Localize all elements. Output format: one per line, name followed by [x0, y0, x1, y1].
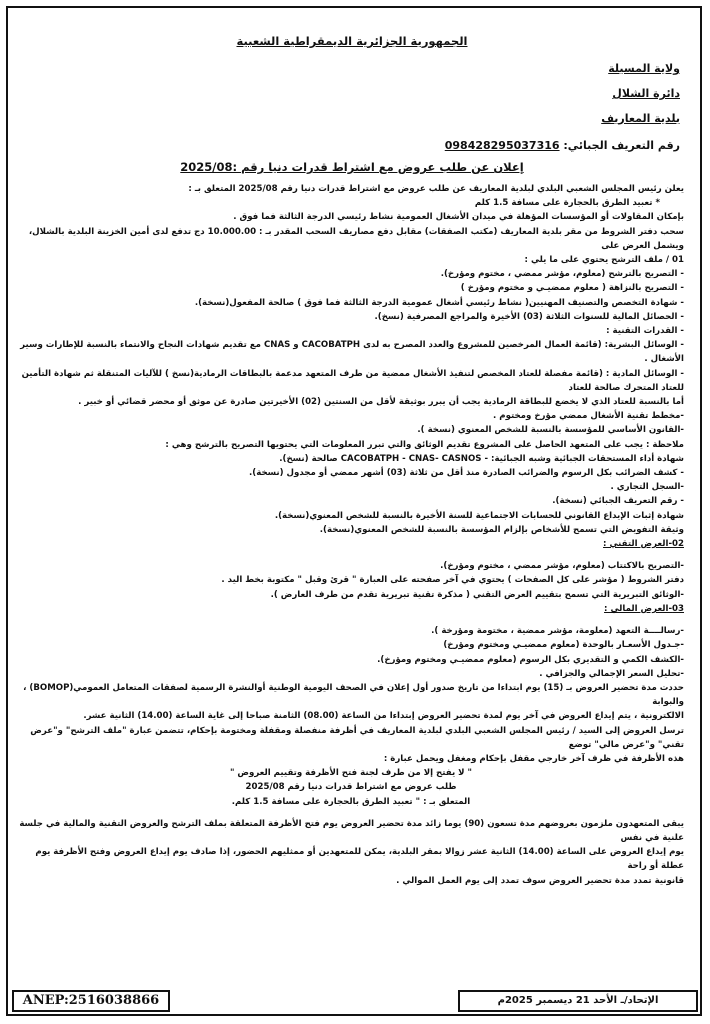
- anep-reference: ANEP:2516038866: [12, 990, 170, 1012]
- closing-line: ترسل العروض إلى السيد / رئيس المجلس الشعبي البلدي لبلدية المعاريف في أظرفة منفصلة ومقفلة ومختومة بإحكام، تتضمن عبارة "ملف الترشح" و"عرض تقني" و"عرض مالي" توضع: [30, 725, 684, 750]
- list-item: -التصريح بالاكتتاب (معلوم، مؤشر ممضي ، مختوم ومؤرخ).: [440, 561, 684, 572]
- wilaya-label: ولاية المسيلة: [608, 62, 680, 75]
- announcement-body: [14, 182, 690, 888]
- closing-line: الالكترونية ، يتم إيداع العروض في آخر يوم لمدة تحضير العروض إبتداءا من الساعة (08.00) الثامنة صباحا إلى غاية الساعة (14.00) الثانية عشر.: [83, 711, 684, 722]
- technical-offer-heading: 02-العرض التقني :: [603, 539, 684, 550]
- list-item: - رقم التعريف الجبائي (نسخة).: [552, 496, 684, 507]
- list-item: -مخطط تقنية الأشغال ممضي مؤرخ ومختوم .: [493, 411, 684, 422]
- list-item: دفتر الشروط ( مؤشر على كل الصفحات ) يحتوي في آخر صفحته على العبارة " قرئ وقبل " مكتوبة بخط اليد .: [221, 575, 684, 586]
- intro-line: سحب دفتر الشروط من مقر بلدية المعاريف (مكتب الصفقات) مقابل دفع مصاريف السحب المقدر بـ : 10.000.00 دج تدفع لدى أمين الخزينة البلدية بالشلال، ويشمل العرض على: [28, 226, 684, 251]
- list-item: ملاحظة : يجب على المتعهد الحاصل على المشروع تقديم الوثائق والتي تبرر المعلومات التي يحتويها التصريح بالترشح وهي :: [165, 439, 684, 450]
- financial-offer-heading: 03-العرض المالي :: [604, 603, 684, 614]
- intro-line: بإمكان المقاولات أو المؤسسات المؤهلة في ميدان الأشغال العمومية نشاط رئيسي الدرجة الثالثة فما فوق .: [233, 212, 684, 223]
- list-item: -الكشف الكمي و التقديري بكل الرسوم (معلوم ممضيـي ومختوم ومؤرخ).: [377, 654, 684, 665]
- list-item: - القدرات التقنية :: [606, 326, 684, 337]
- intro-line: 01 / ملف الترشح يحتوي على ما يلي :: [524, 255, 684, 266]
- list-item: - الوسائل المادية : (قائمة مفصلة للعتاد المخصص لتنفيذ الأشغال ممضية من طرف المتعهد مدعمة بالبطاقات الرمادية(نسخ ) للآليات المتنقلة ثم شهادة التأمين للعتاد المتحرك صالحة للعتاد: [21, 368, 684, 393]
- list-item: - كشف الضرائب بكل الرسوم والضرائب الصادرة منذ أقل من ثلاثة (03) أشهر ممضي أو مجدول (نسخة).: [249, 468, 684, 479]
- envelope-line: المتعلق بـ : " تعبيد الطرق بالحجارة على مسافة 1.5 كلم.: [231, 796, 471, 807]
- tax-id-label: رقم التعريف الجبائي:: [563, 139, 680, 152]
- announcement-title: إعلان عن طلب عروض مع اشتراط قدرات دنيا رقم :2025/08: [180, 160, 524, 174]
- list-item: -رسالــــة التعهد (معلومة، مؤشر ممضية ، مختومة ومؤرخة ).: [431, 626, 684, 637]
- tax-id-number: 098428295037316: [444, 139, 560, 152]
- list-item: - شهادة التخصص والتصنيف المهنيين( نشاط رئيسي أشغال عمومية الدرجة الثالثة فما فوق ) صالحة المفعول(نسخة).: [194, 297, 684, 308]
- envelope-line: طلب عروض مع اشتراط قدرات دنيا رقم 2025/08: [245, 782, 457, 793]
- final-line: يوم إيداع العروض على الساعة (14.00) الثانية عشر زوالا بمقر البلدية، يمكن للمتعهدين أو ممثليهم الحضور، إذا صادف يوم إيداع العروض وفتح الأظرفة يوم عطلة أو راحة: [35, 847, 684, 872]
- final-line: قانونية تمدد مدة تحضير العروض سوف تمدد إلى يوم العمل الموالي .: [396, 875, 684, 886]
- closing-line: حددت مدة تحضير العروض بـ (15) يوم ابتداءا من تاريخ صدور أول إعلان في الصحف اليومية الوطنية أوالنشرة الرسمية لصفقات المتعامل العمومي(BOMOP) ، والبوابة: [23, 682, 684, 708]
- list-item: -جـدول الأسعـار بالوحدة (معلوم ممضيـي ومختوم ومؤرخ): [443, 640, 684, 651]
- republic-heading: الجمهورية الجزائرية الديمقراطية الشعبية: [236, 34, 468, 48]
- list-item: - التصريح بالترشح (معلوم، مؤشر ممضي ، مختوم ومؤرخ).: [440, 269, 684, 280]
- list-item: - الحصائل المالية للسنوات الثلاثة (03) الأخيرة والمراجع المصرفية (نسخ).: [374, 311, 684, 322]
- closing-line: هذه الأظرفة في ظرف آخر خارجي مقفل بإحكام ومغفل ويحمل عبارة :: [383, 753, 684, 764]
- envelope-line: " لا يفتح إلا من طرف لجنة فتح الأظرفة وتقييم العروض ": [229, 768, 473, 779]
- list-item: شهادة أداء المستحقات الجبائية وشبه الجبائية: - CACOBATPH - CNAS- CASNOS صالحة (نسخ).: [279, 453, 684, 464]
- final-line: يبقى المتعهدون ملزمون بعروضهم مدة تسعون (90) يوما زائد مدة تحضير العروض يوم فتح الأظرفة المتعلقة بملف الترشح والعروض التقنية والمالية في جلسة علنية في نفس: [19, 818, 684, 843]
- list-item: -السجل التجاري .: [610, 482, 684, 493]
- publication-date: الإتحاد/ـ الأحد 21 ديسمبر 2025م: [458, 990, 698, 1012]
- project-item: * تعبيد الطرق بالحجارة على مسافة 1.5 كلم: [474, 198, 660, 209]
- list-item: أما بالنسبة للعتاد الذي لا يخضع للبطاقة الرمادية يجب أن يبرر بوثيقة لأقل من السنتين (02) الأخيرتين صادرة عن موثق أو محضر قضائي أو خبير .: [78, 397, 684, 408]
- list-item: -الوثائق التبريرية التي تسمح بتقييم العرض التقني ( مذكرة تقنية تبريرية تقدم من طرف العارض ).: [270, 589, 684, 600]
- list-item: -القانون الأساسي للمؤسسة بالنسبة للشخص المعنوي (نسخة ).: [417, 425, 684, 436]
- daira-label: دائرة الشلال: [612, 87, 680, 100]
- intro-line: يعلن رئيس المجلس الشعبي البلدي لبلدية المعاريف عن طلب عروض مع اشتراط قدرات دنيا رقم 2025/08 المتعلق بـ :: [188, 184, 684, 194]
- tax-id-line: [14, 139, 680, 152]
- announcement-document: [14, 10, 690, 985]
- list-item: - الوسائل البشرية: (قائمة العمال المرخصين للمشروع والعدد المصرح به لدى CACOBATPH و CNAS مع تقديم شهادات النجاح والانتماء بالنسبة للإطارات وسير الأشغال .: [20, 340, 684, 365]
- list-item: شهادة إثبات الإيداع القانوني للحسابات الاجتماعية للسنة الأخيرة بالنسبة للشخص المعنوي(نسخة).: [274, 510, 684, 521]
- commune-label: بلدية المعاريف: [601, 112, 680, 125]
- list-item: وثيقة التفويض التي تسمح للأشخاص بإلزام المؤسسة بالنسبة للشخص المعنوي(نسخة).: [319, 524, 684, 535]
- list-item: - التصريح بالنزاهة ( معلوم ممضيـي و مختوم ومؤرخ ): [460, 283, 684, 294]
- list-item: -تحليل السعر الإجمالي والجزافي .: [539, 668, 684, 679]
